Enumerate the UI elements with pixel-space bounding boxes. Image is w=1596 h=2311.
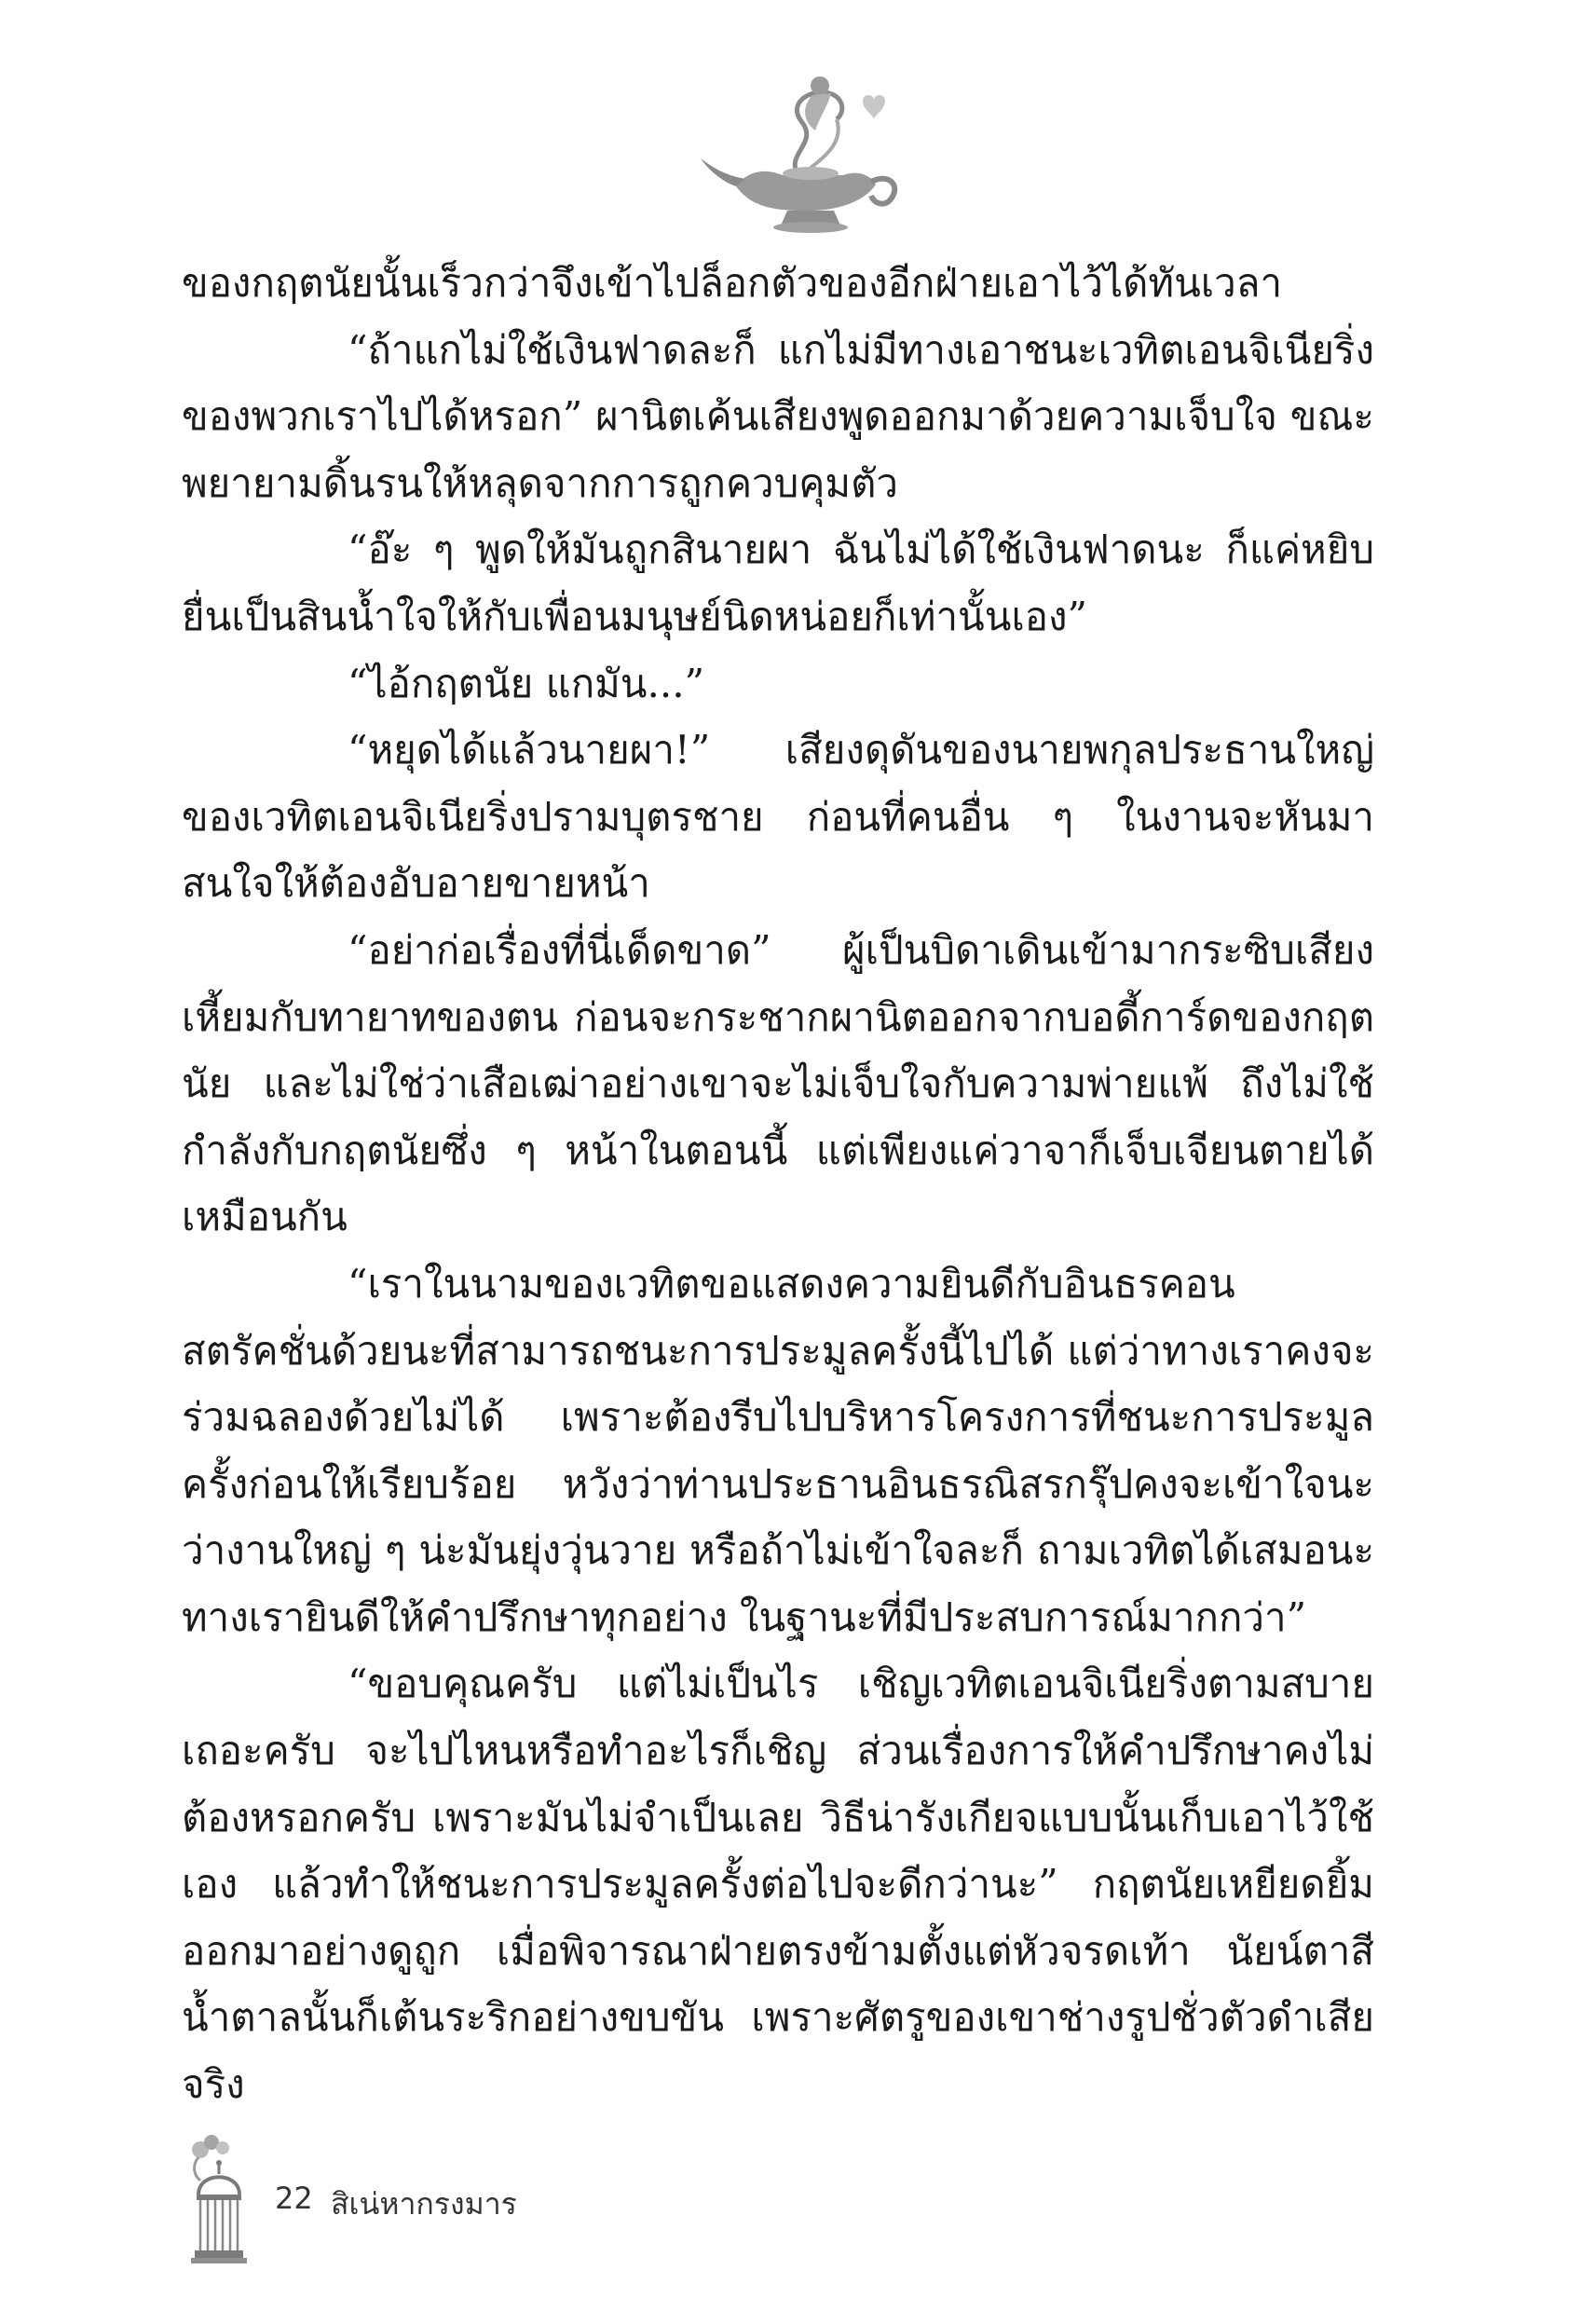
paragraph-8: “ขอบคุณครับ แต่ไม่เป็นไร เชิญเวทิตเอนจิเนียริ่งตามสบายเถอะครับ จะไปไหนหรือทำอะไรก็เชิญ ส่วนเรื่องการให้คำปรึกษาคงไม่ต้องหรอกครับ เพราะมันไม่จำเป็นเลย วิธีน่ารังเกียจแบบนั้นเก็บเอาไว้ใช้เอง แล้วทำให้ชนะการประมูลครั้งต่อไปจะดีกว่านะ” กฤตนัยเหยียดยิ้มออกมาอย่างดูถูก เมื่อพิจารณาฝ่ายตรงข้ามตั้งแต่หัวจรดเท้า นัยน์ตาสีน้ำตาลนั้นก็เต้นระริกอย่างขบขัน เพราะศัตรูของเขาช่างรูปชั่วตัวดำเสียจริง — [182, 1661, 1374, 2108]
paragraph-1: ของกฤตนัยนั้นเร็วกว่าจึงเข้าไปล็อกตัวของอีกฝ่ายเอาไว้ได้ทันเวลา — [182, 260, 1283, 306]
page-footer — [182, 2129, 741, 2269]
paragraph-4: “ไอ้กฤตนัย แกมัน...” — [348, 660, 705, 706]
paragraph-7: “เราในนามของเวทิตขอแสดงความยินดีกับอินธรคอนสตรัคชั่นด้วยนะที่สามารถชนะการประมูลครั้งนี้ไปได้ แต่ว่าทางเราคงจะร่วมฉลองด้วยไม่ได้ เพราะต้องรีบไปบริหารโครงการที่ชนะการประมูลครั้งก่อนให้เรียบร้อย หวังว่าท่านประธานอินธรณิสรกรุ๊ปคงจะเข้าใจนะว่างานใหญ่ ๆ น่ะมันยุ่งวุ่นวาย หรือถ้าไม่เข้าใจละก็ ถามเวทิตได้เสมอนะ ทางเรายินดีให้คำปรึกษาทุกอย่าง ในฐานะที่มีประสบการณ์มากกว่า” — [182, 1260, 1374, 1640]
genie-lamp-icon — [680, 65, 913, 242]
paragraph-5: “หยุดได้แล้วนายผา!” เสียงดุดันของนายพกุลประธานใหญ่ของเวทิตเอนจิเนียริ่งปรามบุตรชาย ก่อนที่คนอื่น ๆ ในงานจะหันมาสนใจให้ต้องอับอายขายหน้า — [182, 727, 1374, 907]
body-text — [182, 250, 1374, 2118]
paragraph-2: “ถ้าแกไม่ใช้เงินฟาดละก็ แกไม่มีทางเอาชนะเวทิตเอนจิเนียริ่งของพวกเราไปได้หรอก” ผานิตเค้นเสียงพูดออกมาด้วยความเจ็บใจ ขณะพยายามดิ้นรนให้หลุดจากการถูกควบคุมตัว — [182, 326, 1374, 506]
birdcage-icon — [182, 2129, 256, 2269]
paragraph-3: “อ๊ะ ๆ พูดให้มันถูกสินายผา ฉันไม่ได้ใช้เงินฟาดนะ ก็แค่หยิบยื่นเป็นสินน้ำใจให้กับเพื่อนมนุษย์นิดหน่อยก็เท่านั้นเอง” — [182, 526, 1374, 639]
book-title: สิเน่หากรงมาร — [331, 2186, 517, 2222]
paragraph-6: “อย่าก่อเรื่องที่นี่เด็ดขาด” ผู้เป็นบิดาเดินเข้ามากระซิบเสียงเหี้ยมกับทายาทของตน ก่อนจะกระชากผานิตออกจากบอดี้การ์ดของกฤตนัย และไม่ใช่ว่าเสือเฒ่าอย่างเขาจะไม่เจ็บใจกับความพ่ายแพ้ ถึงไม่ใช้กำลังกับกฤตนัยซึ่ง ๆ หน้าในตอนนี้ แต่เพียงแค่วาจาก็เจ็บเจียนตายได้เหมือนกัน — [182, 926, 1374, 1240]
page-number: 22 — [275, 2181, 313, 2216]
